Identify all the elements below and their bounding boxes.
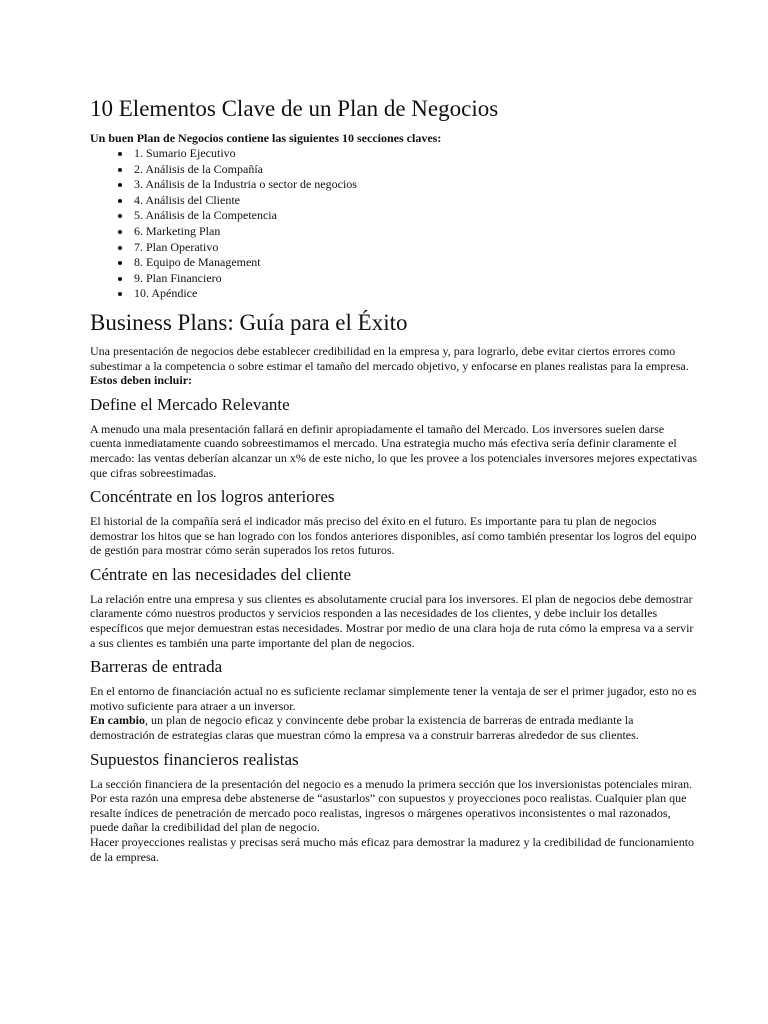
list-item: • 4. Análisis del Cliente [132, 193, 698, 209]
section-heading-financieros: Supuestos financieros realistas [90, 749, 299, 769]
list-item: • 8. Equipo de Management [132, 255, 698, 271]
section-text-cliente: La relación entre una empresa y sus clientes es absolutamente crucial para los inversores. El plan de negocios debe demostrar claramente cómo nuestros productos y servicios responden a las necesidades de los clientes, y debe incluir los detalles específicos que mejor demuestran estas necesidades. Mostrar por medio de una clara hoja de ruta cómo la empresa va a servir a sus clientes es también una parte importante del plan de negocios. [90, 591, 694, 650]
list-item: • 3. Análisis de la Industria o sector de negocios [132, 177, 698, 193]
section-text-financieros: La sección financiera de la presentación del negocio es a menudo la primera sección que los inversionistas potenciales miran. Por esta razón una empresa debe abstenerse de “asustarlos” con supuestos y proyecciones poco realistas. Cualquier plan que resalte índices de penetración de mercado poco realistas, ingresos o márgenes operativos inconsistentes o mal razonados, puede dañar la credibilidad del plan de negocio. [90, 776, 693, 835]
section-text-financieros-2: Hacer proyecciones realistas y precisas será mucho más eficaz para demostrar la madurez y la credibilidad de funcionamiento de la empresa. [90, 835, 695, 864]
elements-intro: Un buen Plan de Negocios contiene las siguientes 10 secciones claves: [90, 131, 442, 145]
list-item: • 10. Apéndice [132, 286, 698, 302]
section-heading-cliente: Céntrate en las necesidades del cliente [90, 564, 352, 584]
list-item: • 6. Marketing Plan [132, 224, 698, 240]
guide-include-label: Estos deben incluir: [90, 373, 193, 388]
document-title: 10 Elementos Clave de un Plan de Negocios [90, 96, 499, 121]
section-heading-logros: Concéntrate en los logros anteriores [90, 487, 335, 507]
section-text-logros: El historial de la compañía será el indicador más preciso del éxito en el futuro. Es importante para tu plan de negocios demostrar los hitos que se han logrado con los fondos anteriores disponibles, así como también presentar los logros del equipo de gestión para mostrar cómo serán superados los retos futuros. [90, 514, 697, 558]
list-item: • 1. Sumario Ejecutivo [132, 146, 698, 162]
section-heading-barreras: Barreras de entrada [90, 657, 223, 677]
list-item: • 5. Análisis de la Competencia [132, 208, 698, 224]
list-item: • 2. Análisis de la Compañía [132, 162, 698, 178]
section-heading-mercado: Define el Mercado Relevante [90, 394, 290, 414]
section-text-barreras-2 [90, 713, 698, 742]
barreras-continuation: , un plan de negocio eficaz y convincente debe probar la existencia de barreras de entrada mediante la demostración de estrategias claras que muestran cómo la empresa va a construir barreras alrededor de sus clientes. [90, 713, 639, 743]
section-text-mercado: A menudo una mala presentación fallará en definir apropiadamente el tamaño del Mercado. Los inversores suelen darse cuenta inmediatamente cuando sobreestimamos el mercado. Una estrategia mucho más efectiva sería definir claramente el mercado: las ventas deberían alcanzar un x% de este nicho, lo que les provee a los potenciales inversores mejores expectativas que cifras sobreestimadas. [90, 421, 698, 480]
guide-intro: Una presentación de negocios debe establecer credibilidad en la empresa y, para lograrlo, debe evitar ciertos errores como subestimar a la competencia o sobre estimar el tamaño del mercado objetivo, y enfocarse en planes realistas para la empresa. [90, 343, 689, 373]
guide-title: Business Plans: Guía para el Éxito [90, 309, 408, 335]
section-text-barreras: En el entorno de financiación actual no es suficiente reclamar simplemente tener la ventaja de ser el primer jugador, esto no es motivo suficiente para atraer a un inversor. [90, 684, 697, 713]
list-item: • 7. Plan Operativo [132, 240, 698, 256]
list-item: • 9. Plan Financiero [132, 271, 698, 287]
bold-lead: En cambio [90, 713, 146, 728]
elements-list [90, 146, 698, 302]
